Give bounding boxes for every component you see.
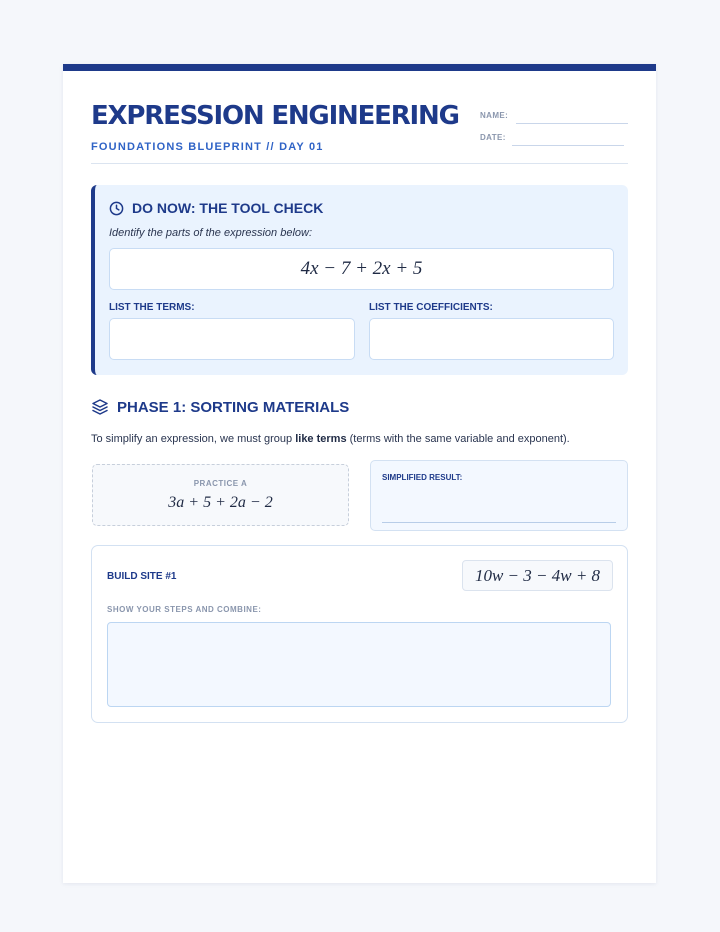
phase1-intro	[91, 433, 570, 445]
layers-icon	[91, 398, 109, 416]
build-site-card	[91, 545, 628, 723]
terms-answer-box[interactable]	[109, 318, 355, 360]
clock-icon	[109, 201, 124, 216]
intro-text-start: To simplify an expression, we must group	[91, 433, 296, 445]
practice-a-card	[92, 464, 349, 526]
practice-a-expression: 3a + 5 + 2a − 2	[168, 494, 273, 511]
date-field[interactable]	[512, 145, 624, 146]
build-site-expression: 10w − 3 − 4w + 8	[462, 560, 613, 591]
phase1-heading-text: PHASE 1: SORTING MATERIALS	[117, 398, 350, 416]
terms-label: LIST THE TERMS:	[109, 302, 195, 313]
page-title: EXPRESSION ENGINEERING	[91, 101, 459, 131]
name-label: NAME:	[480, 111, 509, 120]
simplified-result-line	[382, 522, 616, 523]
coefficients-answer-box[interactable]	[369, 318, 614, 360]
worksheet-page	[63, 64, 656, 883]
do-now-instruction: Identify the parts of the expression below:	[109, 227, 313, 239]
simplified-result-label: SIMPLIFIED RESULT:	[382, 473, 463, 482]
page-subtitle: FOUNDATIONS BLUEPRINT // DAY 01	[91, 141, 324, 153]
do-now-expression: 4x − 7 + 2x + 5	[109, 248, 614, 290]
name-field[interactable]	[516, 123, 628, 124]
worksheet-header	[91, 101, 628, 164]
work-area[interactable]	[107, 622, 611, 707]
intro-text-end: (terms with the same variable and exponent).	[346, 433, 570, 445]
build-site-label: BUILD SITE #1	[107, 571, 177, 582]
simplified-result-card[interactable]	[370, 460, 628, 531]
date-label: DATE:	[480, 133, 506, 142]
do-now-panel	[91, 185, 628, 375]
do-now-heading	[109, 200, 323, 216]
practice-a-label: PRACTICE A	[193, 479, 248, 488]
steps-label: SHOW YOUR STEPS AND COMBINE:	[107, 605, 262, 614]
coefficients-label: LIST THE COEFFICIENTS:	[369, 302, 493, 313]
do-now-heading-text: DO NOW: THE TOOL CHECK	[132, 200, 324, 216]
phase1-heading	[91, 398, 349, 416]
intro-like-terms: like terms	[295, 433, 347, 445]
